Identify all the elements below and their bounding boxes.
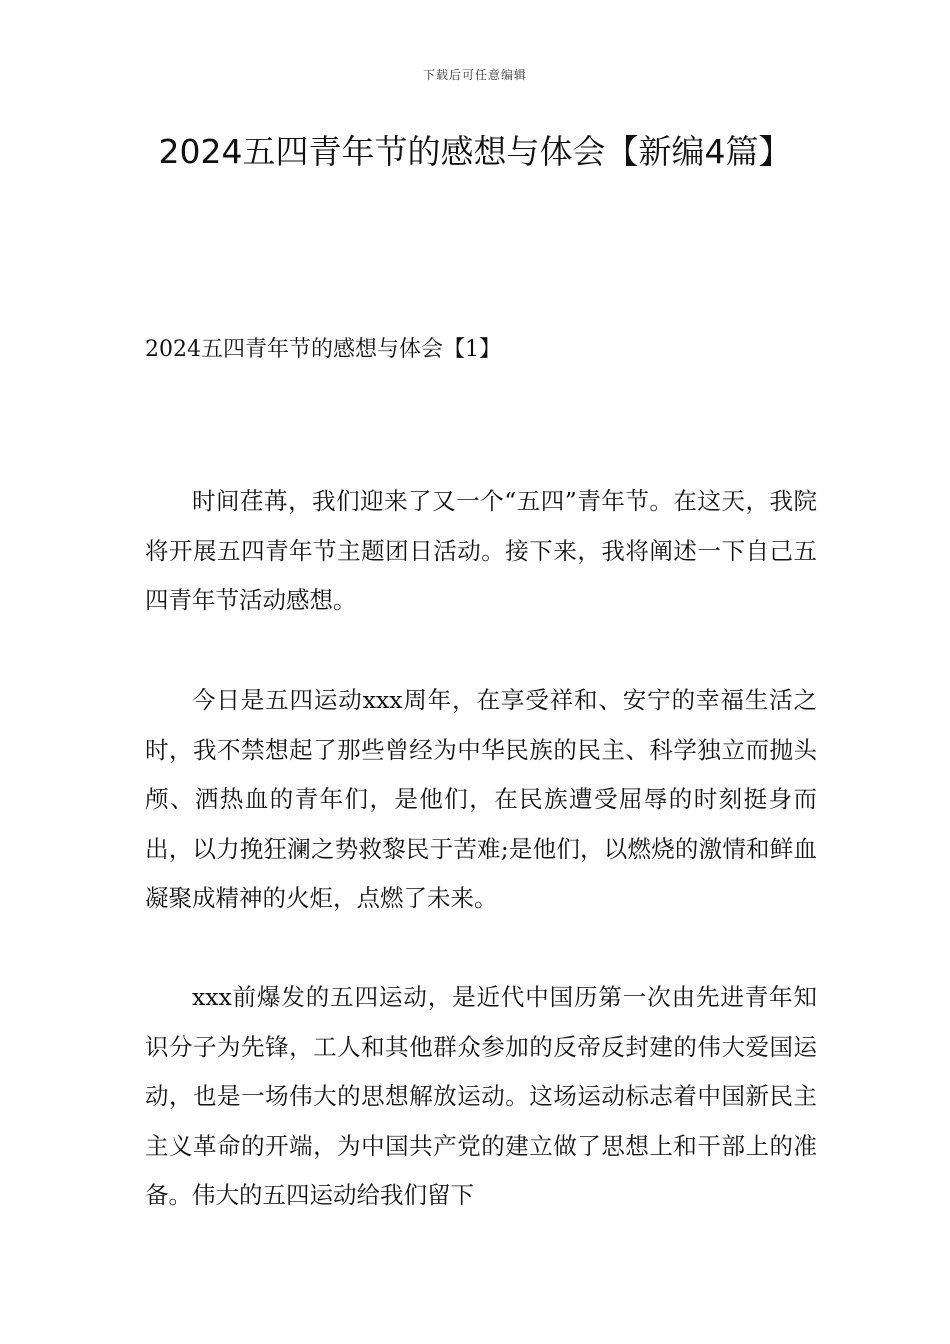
body-paragraph-2: 今日是五四运动xxx周年，在享受祥和、安宁的幸福生活之时，我不禁想起了那些曾经为中华民族的民主、科学独立而抛头颅、洒热血的青年们，是他们，在民族遭受屈辱的时刻挺身而出，以力挽狂澜之势救黎民于苦难;是他们，以燃烧的激情和鲜血凝聚成精神的火炬，点燃了未来。 [145, 686, 817, 913]
body-paragraph-1: 时间荏苒，我们迎来了又一个“五四”青年节。在这天，我院将开展五四青年节主题团日活动。接下来，我将阐述一下自己五四青年节活动感想。 [145, 487, 817, 615]
document-title: 2024五四青年节的感想与体会【新编4篇】 [158, 132, 792, 171]
section-heading: 2024五四青年节的感想与体会【1】 [145, 337, 501, 362]
body-paragraph-3: xxx前爆发的五四运动，是近代中国历第一次由先进青年知识分子为先锋，工人和其他群众参加的反帝反封建的伟大爱国运动，也是一场伟大的思想解放运动。这场运动标志着中国新民主主义革命的开端，为中国共产党的建立做了思想上和干部上的准备。伟大的五四运动给我们留下 [145, 983, 817, 1210]
header-note: 下载后可任意编辑 [422, 68, 527, 82]
